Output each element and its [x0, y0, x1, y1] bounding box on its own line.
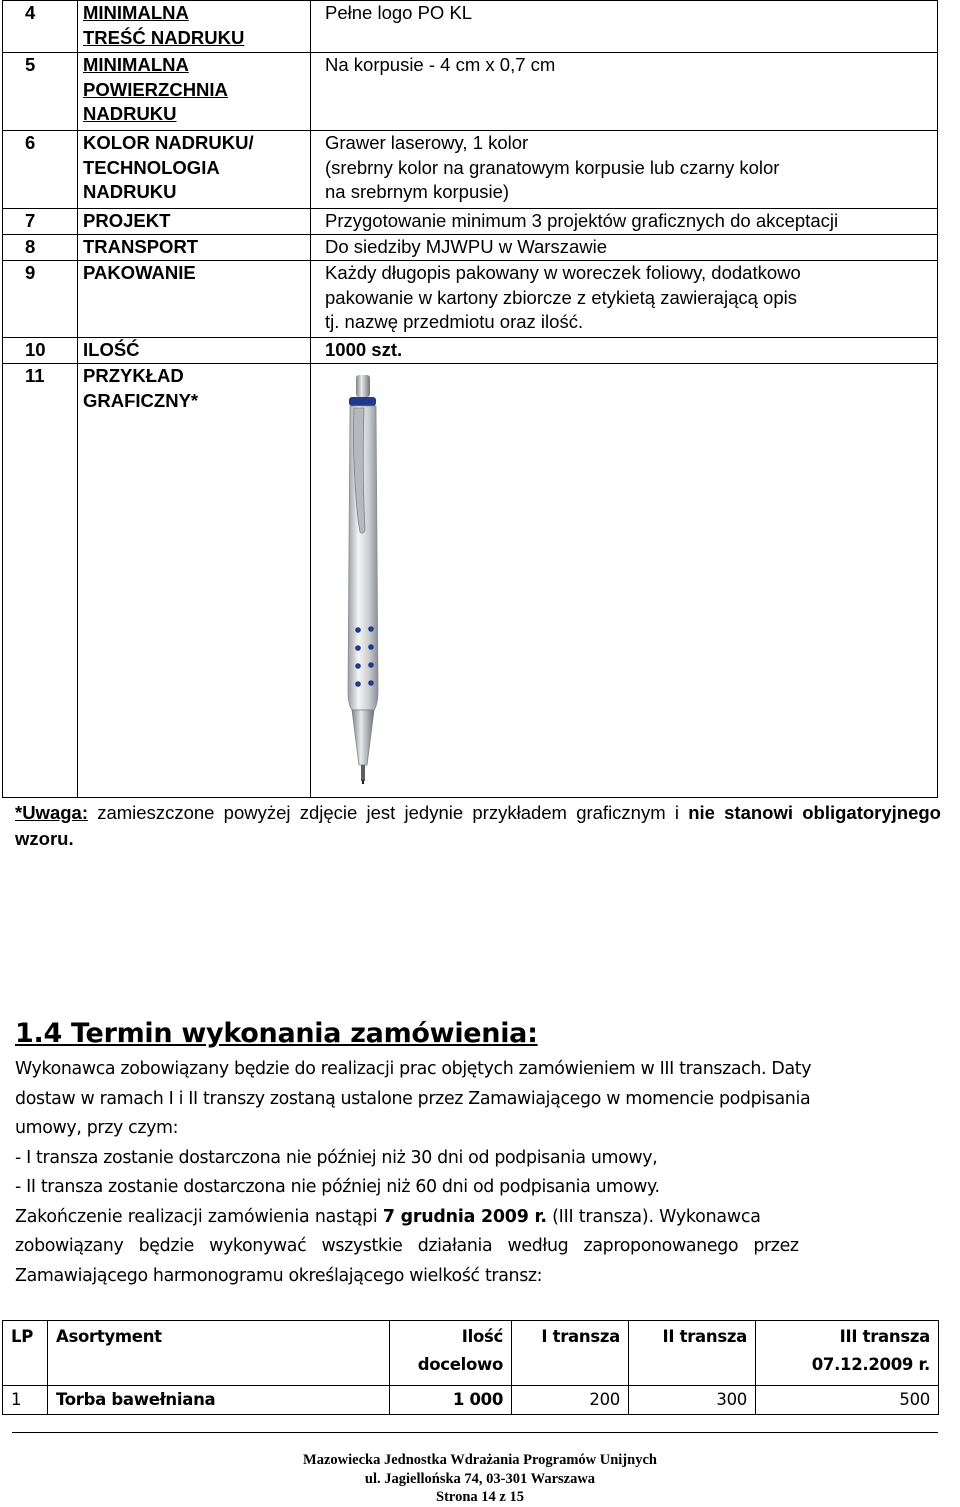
- row-number: 6: [3, 131, 78, 209]
- row-label: ILOŚĆ: [78, 338, 311, 364]
- pen-image: [330, 370, 400, 790]
- row-label: PROJEKT: [78, 209, 311, 235]
- spec-row-5: [3, 53, 938, 131]
- spec-row-4: [3, 1, 938, 53]
- spec-row-8: [3, 235, 938, 261]
- footer-divider: [12, 1432, 938, 1433]
- row-value: Grawer laserowy, 1 kolor (srebrny kolor na granatowym korpusie lub czarny kolor na srebrnym korpusie): [311, 131, 938, 209]
- pen-nib: [362, 780, 364, 784]
- cell-transza-2: 300: [629, 1386, 756, 1415]
- tranche-header-row: [3, 1321, 939, 1386]
- row-value: Każdy długopis pakowany w woreczek foliowy, dodatkowo pakowanie w kartony zbiorcze z etykietą zawierającą opis tj. nazwę przedmiotu oraz ilość.: [311, 261, 938, 338]
- section-heading: 1.4 Termin wykonania zamówienia:: [15, 1018, 538, 1049]
- cell-ilosc: 1 000: [390, 1386, 512, 1415]
- paragraph-line: zobowiązany będzie wykonywać wszystkie działania według zaproponowanego przez: [15, 1236, 799, 1256]
- col-ilosc: Ilość docelowo: [390, 1321, 512, 1386]
- row-value: 1000 szt.: [311, 338, 938, 364]
- col-transza-2: II transza: [629, 1321, 756, 1386]
- row-number: 9: [3, 261, 78, 338]
- col-asortyment: Asortyment: [48, 1321, 390, 1386]
- spec-row-11: [3, 364, 938, 798]
- row-number: 7: [3, 209, 78, 235]
- footer-address: ul. Jagiellońska 74, 03-301 Warszawa: [364, 1471, 596, 1487]
- footer-page-number: Strona 14 z 15: [436, 1489, 524, 1505]
- col-transza-3: III transza 07.12.2009 r.: [756, 1321, 939, 1386]
- cell-transza-1: 200: [512, 1386, 629, 1415]
- pen-tip-cone: [352, 710, 374, 765]
- section-paragraph-1: [15, 1055, 955, 1291]
- pen-plunger: [356, 375, 370, 397]
- col-lp: LP: [3, 1321, 48, 1386]
- row-value: Przygotowanie minimum 3 projektów graficznych do akceptacji: [311, 209, 938, 235]
- spec-row-10: [3, 338, 938, 364]
- row-value: Do siedziby MJWPU w Warszawie: [311, 235, 938, 261]
- spec-table: [2, 0, 938, 798]
- table-row: [3, 1386, 939, 1415]
- paragraph-line: umowy, przy czym:: [15, 1118, 179, 1138]
- cell-transza-3: 500: [756, 1386, 939, 1415]
- row-number: 10: [3, 338, 78, 364]
- bullet-item: - II transza zostanie dostarczona nie później niż 60 dni od podpisania umowy.: [15, 1177, 660, 1197]
- row-label: KOLOR NADRUKU/ TECHNOLOGIA NADRUKU: [78, 131, 311, 209]
- row-label: PRZYKŁAD GRAFICZNY*: [78, 364, 311, 798]
- row-value: Pełne logo PO KL: [311, 1, 938, 53]
- footer-org: Mazowiecka Jednostka Wdrażania Programów Unijnych: [303, 1452, 657, 1468]
- pen-refill-tip: [361, 765, 365, 781]
- note-bold-text: nie stanowi obligatoryjnego wzoru.: [15, 802, 941, 849]
- note-label: *Uwaga:: [15, 802, 88, 823]
- row-label: MINIMALNA POWIERZCHNIA NADRUKU: [78, 53, 311, 131]
- paragraph-line: dostaw w ramach I i II transzy zostaną ustalone przez Zamawiającego w momencie podpisania: [15, 1088, 811, 1109]
- tranche-table: [2, 1320, 939, 1415]
- row-number: 8: [3, 235, 78, 261]
- cell-asortyment: Torba bawełniana: [48, 1386, 390, 1415]
- bullet-item: - I transza zostanie dostarczona nie później niż 30 dni od podpisania umowy,: [15, 1147, 658, 1168]
- row-number: 4: [3, 1, 78, 53]
- row-number: 5: [3, 53, 78, 131]
- note-text: zamieszczone powyżej zdjęcie jest jedynie przykładem graficznym i: [88, 802, 689, 823]
- col-transza-1: I transza: [512, 1321, 629, 1386]
- row-label: TRANSPORT: [78, 235, 311, 261]
- spec-row-7: [3, 209, 938, 235]
- row-label: MINIMALNA TREŚĆ NADRUKU: [78, 1, 311, 53]
- image-note: [15, 800, 941, 852]
- row-value: Na korpusie - 4 cm x 0,7 cm: [311, 53, 938, 131]
- spec-row-9: [3, 261, 938, 338]
- paragraph-line: [15, 1203, 953, 1233]
- p2-start: Zakończenie realizacji zamówienia nastąpi 7 grudnia 2009 r. (III transza). Wykonawca: [15, 1206, 761, 1227]
- cell-lp: 1: [3, 1386, 48, 1415]
- row-number: 11: [3, 364, 78, 798]
- paragraph-line: Zamawiającego harmonogramu określającego wielkość transz:: [15, 1265, 543, 1286]
- paragraph-line: Wykonawca zobowiązany będzie do realizacji prac objętych zamówieniem w III transzach. Daty: [15, 1059, 812, 1079]
- spec-row-6: [3, 131, 938, 209]
- row-label: PAKOWANIE: [78, 261, 311, 338]
- pen-ring: [349, 397, 376, 406]
- pen-image-cell: [311, 364, 938, 798]
